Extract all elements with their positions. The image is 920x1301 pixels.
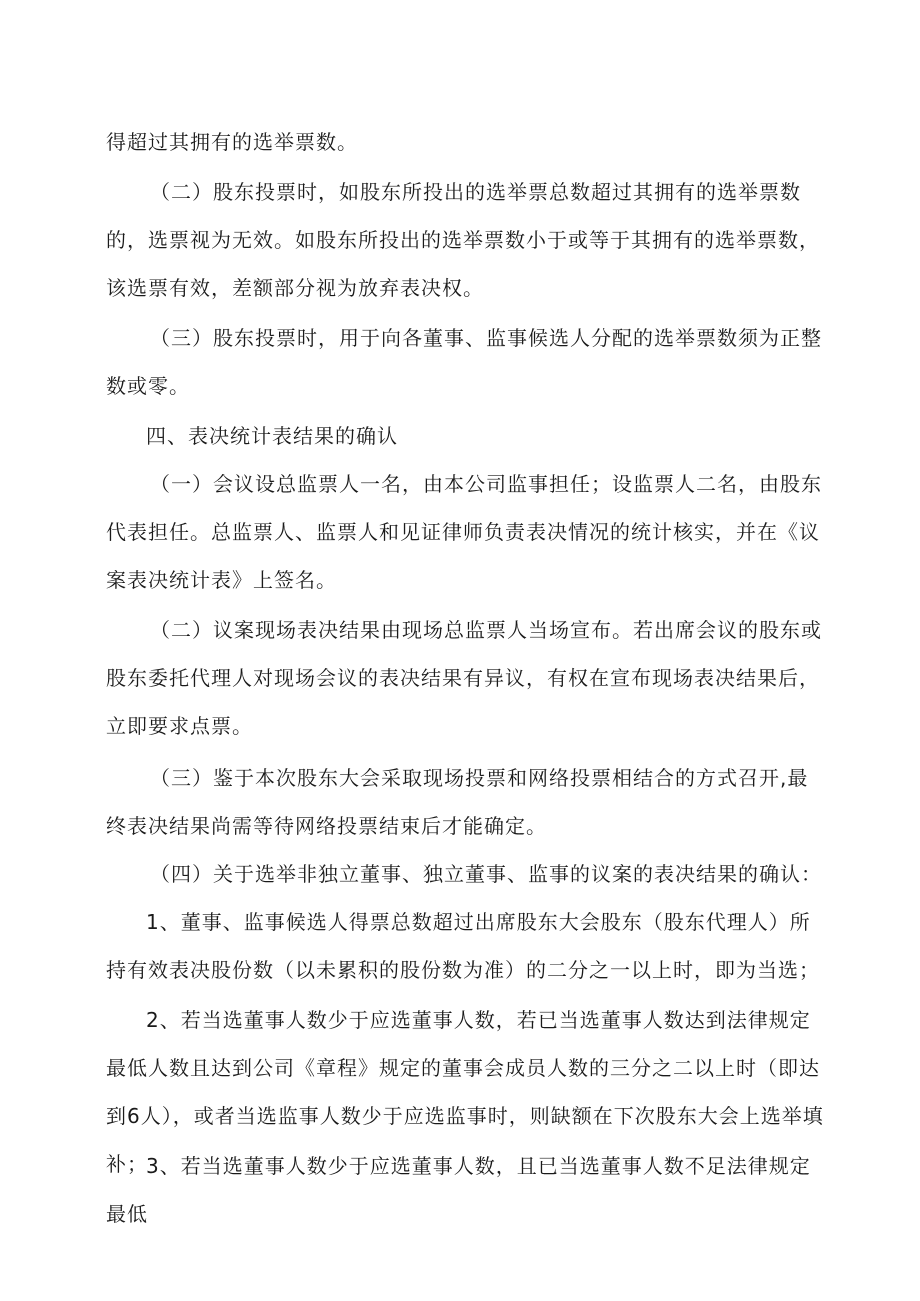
list-item-1: 1、董事、监事候选人得票总数超过出席股东大会股东（股东代理人）所持有效表决股份数（以未累积的股份数为准）的二分之一以上时，即为当选；: [106, 910, 820, 982]
paragraph-integer-votes: （三）股东投票时，用于向各董事、监事候选人分配的选举票数须为正整数或零。: [106, 326, 822, 398]
list-item-2: 2、若当选董事人数少于应选董事人数，若已当选董事人数达到法律规定最低人数且达到公司《章程》规定的董事会成员人数的三分之二以上时（即达到6人），或者当选监事人数少于应选监事时，则缺额在下次股东大会上选举填补；: [106, 1008, 824, 1176]
paragraph-on-site-results: （二）议案现场表决结果由现场总监票人当场宣布。若出席会议的股东或股东委托代理人对现场会议的表决结果有异议，有权在宣布现场表决结果后，立即要求点票。: [106, 618, 822, 738]
paragraph-scrutineers: （一）会议设总监票人一名，由本公司监事担任；设监票人二名，由股东代表担任。总监票人、监票人和见证律师负责表决情况的统计核实，并在《议案表决统计表》上签名。: [106, 472, 822, 592]
paragraph-invalid-ballot: （二）股东投票时，如股东所投出的选举票总数超过其拥有的选举票数的，选票视为无效。如股东所投出的选举票数小于或等于其拥有的选举票数，该选票有效，差额部分视为放弃表决权。: [106, 180, 820, 300]
list-item-3: 3、若当选董事人数少于应选董事人数，且已当选董事人数不足法律规定最低: [106, 1154, 811, 1226]
section-heading-vote-confirmation: 四、表决统计表结果的确认: [146, 424, 398, 448]
paragraph-continuation: 得超过其拥有的选举票数。: [106, 130, 358, 154]
paragraph-election-confirmation: （四）关于选举非独立董事、独立董事、监事的议案的表决结果的确认：: [150, 862, 822, 886]
paragraph-network-voting: （三）鉴于本次股东大会采取现场投票和网络投票相结合的方式召开,最终表决结果尚需等待网络投票结束后才能确定。: [106, 766, 809, 838]
